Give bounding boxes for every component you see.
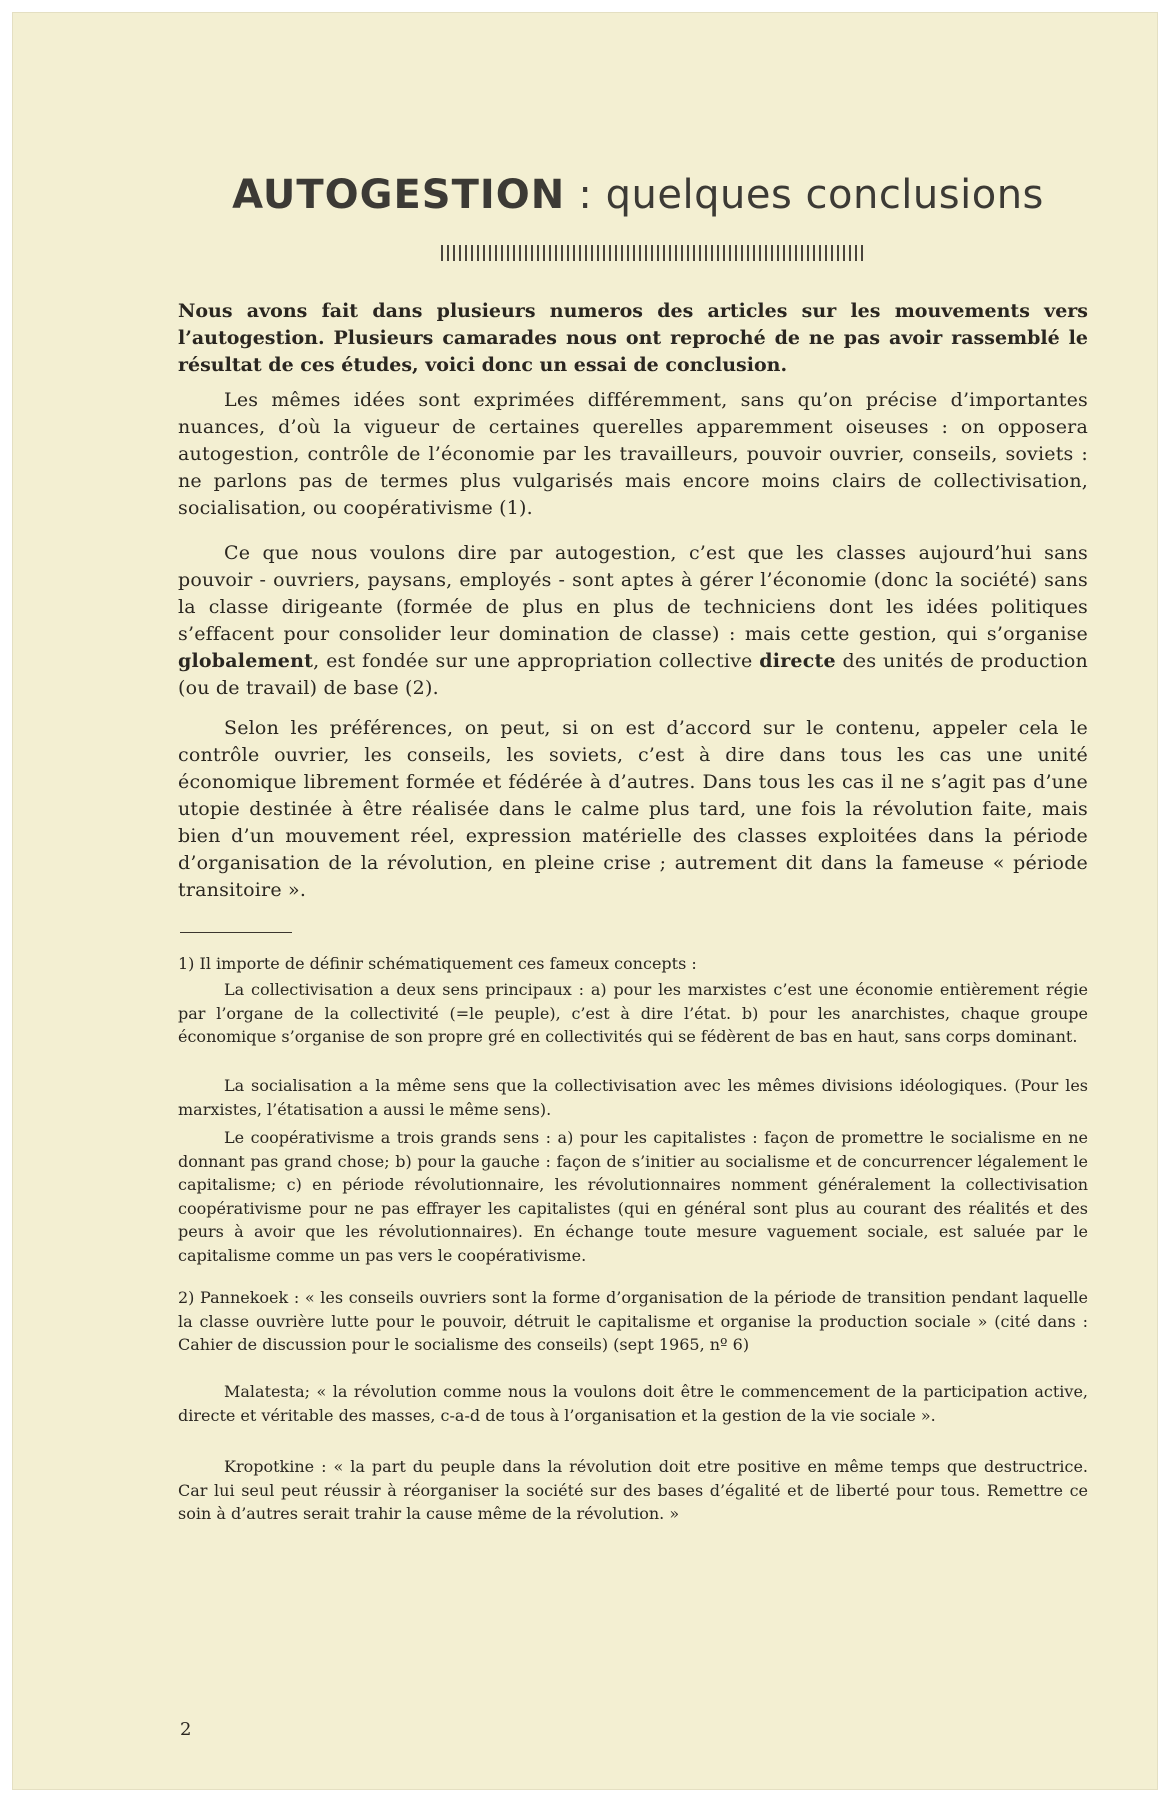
- paragraph-2-emphasis-directe: directe: [759, 650, 836, 672]
- paragraph-1: Les mêmes idées sont exprimées différemment, sans qu’on précise d’importantes nuances, d’où la vigueur de certaines querelles apparemment oiseuses : on opposera autogestion, contrôle de l’économie par les travailleurs, pouvoir ouvrier, conseils, soviets : ne parlons pas de termes plus vulgarisés mais encore moins clairs de collectivisation, socialisation, ou coopérativisme (1).: [178, 389, 1088, 519]
- paragraph-3: Selon les préférences, on peut, si on est d’accord sur le contenu, appeler cela le contrôle ouvrier, les conseils, les soviets, c’est à dire dans tous les cas une unité économique librement formée et fédérée à d’autres. Dans tous les cas il ne s’agit pas d’une utopie destinée à être réalisée dans le calme plus tard, une fois la révolution faite, mais bien d’un mouvement réel, expression matérielle des classes exploitées dans la période d’organisation de la révolution, en pleine crise ; autrement dit dans la fameuse « période transitoire ».: [178, 717, 1088, 901]
- paragraph-2-text-e: des unités de production (ou de travail) de base (2).: [178, 650, 1088, 699]
- footnote-2-malatesta: Malatesta; « la révolution comme nous la voulons doit être le commencement de la participation active, directe et véritable des masses, c-a-d de tous à l’organisation et la gestion de la vie sociale ».: [178, 1382, 1088, 1425]
- footnote-separator: [180, 932, 292, 933]
- footnote-2-pannekoek: 2) Pannekoek : « les conseils ouvriers sont la forme d’organisation de la période de transition pendant laquelle la classe ouvrière lutte pour le pouvoir, détruit le capitalisme et organise la production sociale » (cité dans : Cahier de discussion pour le socialisme des conseils) (sept 1965, nº 6): [178, 1288, 1088, 1354]
- page-number: 2: [180, 1719, 192, 1740]
- footnote-1-heading: 1) Il importe de définir schématiquement ces fameux concepts :: [178, 954, 697, 973]
- title-subtitle: : quelques conclusions: [565, 172, 1044, 218]
- article-title: [208, 172, 1068, 218]
- paragraph-2-emphasis-globalement: globalement: [178, 650, 314, 672]
- paragraph-2-text-a: Ce que nous voulons dire par autogestion, c’est que les classes aujourd’hui sans pouvoir - ouvriers, paysans, employés - sont aptes à gérer l’économie (donc la société) sans la classe dirigeante (formée de plus en plus de techniciens dont les idées politiques s’effacent pour consolider leur domination de classe) : mais cette gestion, qui s’organise: [178, 542, 1088, 645]
- title-main: AUTOGESTION: [232, 172, 566, 218]
- paragraph-2-text-c: , est fondée sur une appropriation collective: [313, 650, 760, 672]
- footnote-1-socialisation: La socialisation a la même sens que la collectivisation avec les mêmes divisions idéologiques. (Pour les marxistes, l’étatisation a aussi le même sens).: [178, 1076, 1088, 1119]
- page-sheet: [12, 12, 1158, 1790]
- footnote-1-cooperativisme: Le coopérativisme a trois grands sens : a) pour les capitalistes : façon de promettre le socialisme en ne donnant pas grand chose; b) pour la gauche : façon de s’initier au socialisme et de concurrencer légalement le capitalisme; c) en période révolutionnaire, les révolutionnaires nomment généralement la collectivisation coopérativisme pour ne pas effrayer les capitalistes (qui en général sont plus au courant des réalités et des peurs à avoir que les révolutionnaires). En échange toute mesure vaguement sociale, est saluée par le capitalisme comme un pas vers le coopérativisme.: [178, 1128, 1088, 1265]
- intro-paragraph: Nous avons fait dans plusieurs numeros des articles sur les mouvements vers l’autogestion. Plusieurs camarades nous ont reproché de ne pas avoir rassemblé le résultat de ces études, voici donc un essai de conclusion.: [178, 300, 1088, 376]
- title-ornament-rule: [441, 245, 866, 261]
- paragraph-2: [178, 540, 1088, 702]
- footnote-1-collectivisation: La collectivisation a deux sens principaux : a) pour les marxistes c’est une économie entièrement régie par l’organe de la collectivité (=le peuple), c’est à dire l’état. b) pour les anarchistes, chaque groupe économique s’organise de son propre gré en collectivités qui se fédèrent de bas en haut, sans corps dominant.: [178, 980, 1088, 1046]
- footnote-2-kropotkine: Kropotkine : « la part du peuple dans la révolution doit etre positive en même temps que destructrice. Car lui seul peut réussir à réorganiser la société sur des bases d’égalité et de liberté pour tous. Remettre ce soin à d’autres serait trahir la cause même de la révolution. »: [178, 1457, 1088, 1523]
